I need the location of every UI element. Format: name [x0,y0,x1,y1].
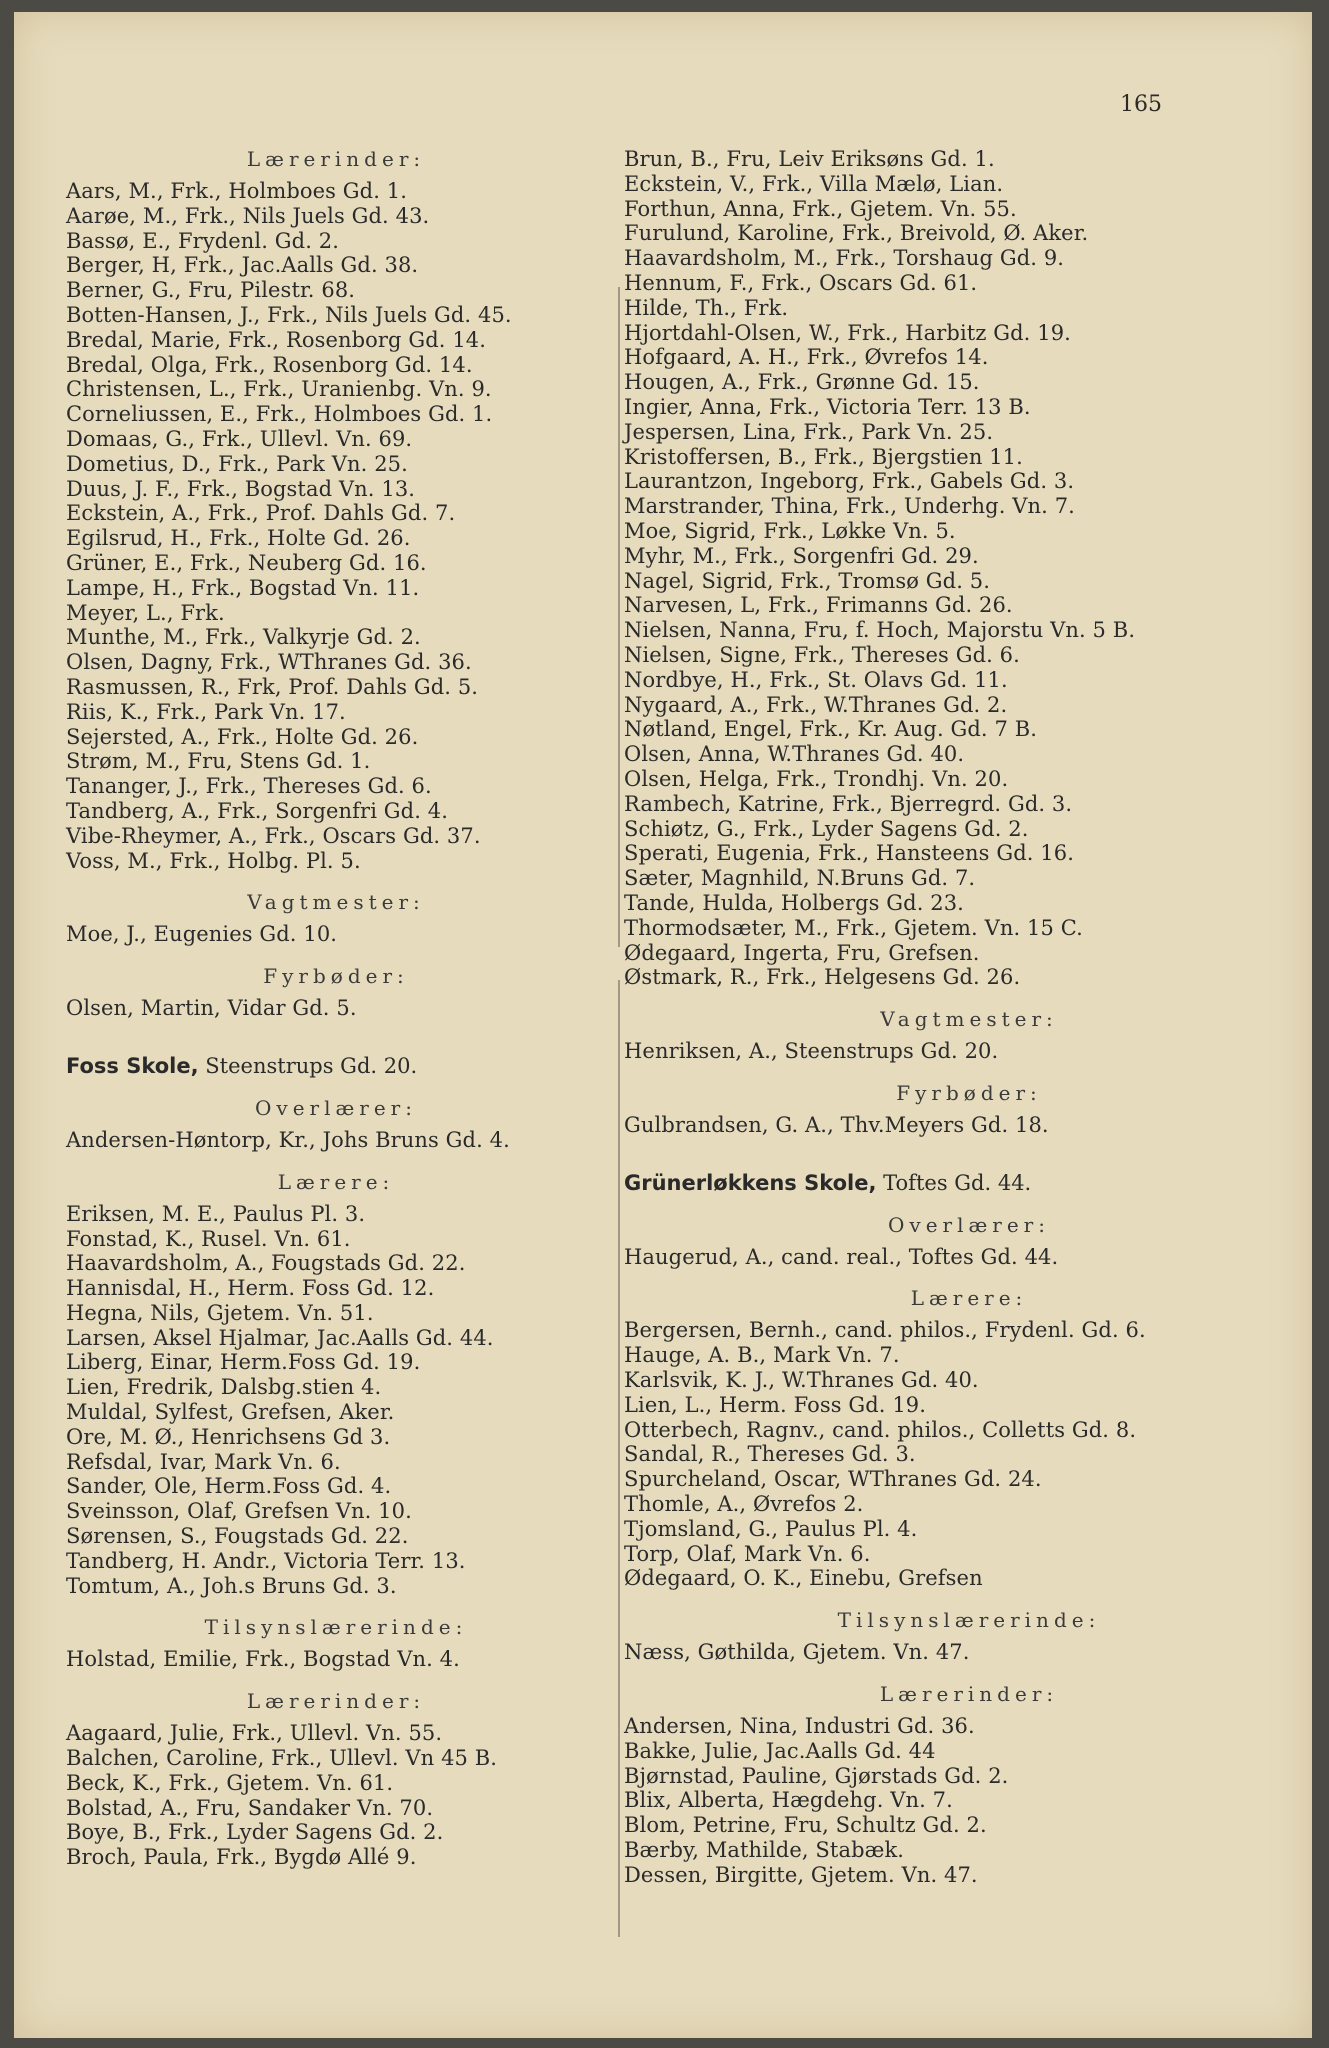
directory-entry: Laurantzon, Ingeborg, Frk., Gabels Gd. 3. [624,469,1075,494]
directory-entry: Liberg, Einar, Herm.Foss Gd. 19. [66,1350,421,1375]
section-heading-l-rerinder: Lærerinder: [246,1689,426,1714]
directory-entry: Boye, B., Frk., Lyder Sagens Gd. 2. [66,1820,444,1845]
directory-entry: Domaas, G., Frk., Ullevl. Vn. 69. [66,426,413,451]
section-heading-l-rerinder: Lærerinder: [879,1682,1059,1707]
directory-entry: Strøm, M., Fru, Stens Gd. 1. [66,749,371,774]
school-title [624,1170,1314,1196]
directory-entry: Meyer, L., Frk. [66,600,225,625]
directory-entry: Blom, Petrine, Fru, Schultz Gd. 2. [624,1813,987,1838]
directory-entry: Hilde, Th., Frk. [624,295,789,320]
section-heading-l-rerinder: Lærerinder: [246,147,426,171]
directory-entry: Bjørnstad, Pauline, Gjørstads Gd. 2. [624,1763,1009,1788]
document-page [14,12,1312,2038]
directory-entry: Lampe, H., Frk., Bogstad Vn. 11. [66,575,420,600]
directory-entry: Nygaard, A., Frk., W.Thranes Gd. 2. [624,692,1008,717]
directory-entry: Schiøtz, G., Frk., Lyder Sagens Gd. 2. [624,816,1029,841]
section-heading-overl-rer: Overlærer: [255,1095,417,1120]
directory-entry: Furulund, Karoline, Frk., Breivold, Ø. Aker. [624,221,1089,246]
directory-entry: Bærby, Mathilde, Stabæk. [624,1838,905,1863]
directory-entry: Haavardsholm, A., Fougstads Gd. 22. [66,1251,466,1276]
directory-entry: Ingier, Anna, Frk., Victoria Terr. 13 B. [624,394,1031,419]
directory-entry: Tjomsland, G., Paulus Pl. 4. [624,1516,918,1541]
directory-entry: Sandal, R., Thereses Gd. 3. [624,1442,916,1467]
school-address: Steenstrups Gd. 20. [205,1053,418,1078]
directory-entry: Kristoffersen, B., Frk., Bjergstien 11. [624,444,1023,469]
directory-entry: Riis, K., Frk., Park Vn. 17. [66,699,346,724]
directory-entry: Egilsrud, H., Frk., Holte Gd. 26. [66,526,411,551]
directory-entry: Balchen, Caroline, Frk., Ullevl. Vn 45 B. [66,1746,498,1771]
directory-entry: Hofgaard, A. H., Frk., Øvrefos 14. [624,345,989,370]
directory-entry: Moe, J., Eugenies Gd. 10. [66,922,338,947]
directory-entry: Aarøe, M., Frk., Nils Juels Gd. 43. [66,203,430,228]
directory-entry: Bakke, Julie, Jac.Aalls Gd. 44 [624,1738,936,1763]
directory-entry: Thormodsæter, M., Frk., Gjetem. Vn. 15 C. [624,915,1083,940]
directory-entry: Sveinsson, Olaf, Grefsen Vn. 10. [66,1499,412,1524]
section-heading-fyrb-der: Fyrbøder: [896,1080,1042,1105]
directory-entry: Nielsen, Signe, Frk., Thereses Gd. 6. [624,642,1020,667]
directory-entry: Refsdal, Ivar, Mark Vn. 6. [66,1449,341,1474]
directory-entry: Sander, Ole, Herm.Foss Gd. 4. [66,1474,392,1499]
directory-entry: Beck, K., Frk., Gjetem. Vn. 61. [66,1770,394,1795]
directory-entry: Torp, Olaf, Mark Vn. 6. [624,1541,871,1566]
directory-entry: Tandberg, A., Frk., Sorgenfri Gd. 4. [66,798,448,823]
directory-entry: Sperati, Eugenia, Frk., Hansteens Gd. 16. [624,841,1074,866]
directory-entry: Otterbech, Ragnv., cand. philos., Colletts Gd. 8. [624,1417,1137,1442]
directory-entry: Ore, M. Ø., Henrichsens Gd 3. [66,1424,391,1449]
school-title [66,1053,606,1079]
school-name: Grünerløkkens Skole, [624,1170,877,1195]
directory-entry: Dometius, D., Frk., Park Vn. 25. [66,451,408,476]
section-heading-tilsynsl-rerinde: Tilsynslærerinde: [837,1608,1101,1633]
directory-entry: Haugerud, A., cand. real., Toftes Gd. 44. [624,1244,1059,1269]
directory-entry: Munthe, M., Frk., Valkyrje Gd. 2. [66,625,421,650]
directory-entry: Muldal, Sylfest, Grefsen, Aker. [66,1400,395,1425]
directory-entry: Brun, B., Fru, Leiv Eriksøns Gd. 1. [624,147,995,171]
directory-entry: Jespersen, Lina, Frk., Park Vn. 25. [624,419,994,444]
directory-entry: Hjortdahl-Olsen, W., Frk., Harbitz Gd. 19. [624,320,1071,345]
page-number: 165 [1120,92,1162,117]
directory-entry: Nøtland, Engel, Frk., Kr. Aug. Gd. 7 B. [624,717,1038,742]
directory-entry: Duus, J. F., Frk., Bogstad Vn. 13. [66,476,416,501]
directory-entry: Moe, Sigrid, Frk., Løkke Vn. 5. [624,518,956,543]
section-heading-l-rere: Lærere: [277,1169,395,1194]
directory-entry: Sæter, Magnhild, N.Bruns Gd. 7. [624,866,976,891]
directory-entry: Corneliussen, E., Frk., Holmboes Gd. 1. [66,402,493,427]
directory-entry: Bergersen, Bernh., cand. philos., Frydenl. Gd. 6. [624,1318,1146,1343]
section-heading-vagtmester: Vagtmester: [880,1007,1058,1032]
directory-entry: Østmark, R., Frk., Helgesens Gd. 26. [624,965,1021,990]
directory-entry: Larsen, Aksel Hjalmar, Jac.Aalls Gd. 44. [66,1325,494,1350]
directory-entry: Olsen, Helga, Frk., Trondhj. Vn. 20. [624,766,1009,791]
directory-entry: Lien, L., Herm. Foss Gd. 19. [624,1392,927,1417]
directory-entry: Forthun, Anna, Frk., Gjetem. Vn. 55. [624,196,1017,221]
section-heading-fyrb-der: Fyrbøder: [263,964,409,989]
directory-entry: Hannisdal, H., Herm. Foss Gd. 12. [66,1276,435,1301]
directory-entry: Myhr, M., Frk., Sorgenfri Gd. 29. [624,543,979,568]
directory-entry: Karlsvik, K. J., W.Thranes Gd. 40. [624,1368,979,1393]
directory-entry: Eckstein, A., Frk., Prof. Dahls Gd. 7. [66,501,456,526]
directory-entry: Olsen, Martin, Vidar Gd. 5. [66,996,357,1021]
directory-entry: Eriksen, M. E., Paulus Pl. 3. [66,1201,366,1226]
directory-entry: Berger, H, Frk., Jac.Aalls Gd. 38. [66,253,419,278]
directory-entry: Sejersted, A., Frk., Holte Gd. 26. [66,724,419,749]
left-column [66,147,606,1870]
directory-entry: Thomle, A., Øvrefos 2. [624,1492,864,1517]
directory-entry: Botten-Hansen, J., Frk., Nils Juels Gd. 45. [66,302,512,327]
directory-entry: Nordbye, H., Frk., St. Olavs Gd. 11. [624,667,1008,692]
directory-entry: Hennum, F., Frk., Oscars Gd. 61. [624,270,978,295]
directory-entry: Ødegaard, Ingerta, Fru, Grefsen. [624,940,980,965]
directory-entry: Narvesen, L, Frk., Frimanns Gd. 26. [624,593,1013,618]
section-heading-vagtmester: Vagtmester: [247,890,425,915]
directory-entry: Haavardsholm, M., Frk., Torshaug Gd. 9. [624,246,1065,271]
directory-entry: Henriksen, A., Steenstrups Gd. 20. [624,1039,999,1064]
directory-entry: Grüner, E., Frk., Neuberg Gd. 16. [66,550,427,575]
directory-entry: Berner, G., Fru, Pilestr. 68. [66,278,356,303]
directory-entry: Lien, Fredrik, Dalsbg.stien 4. [66,1375,382,1400]
directory-entry: Hegna, Nils, Gjetem. Vn. 51. [66,1300,374,1325]
directory-entry: Olsen, Anna, W.Thranes Gd. 40. [624,742,965,767]
directory-entry: Voss, M., Frk., Holbg. Pl. 5. [66,848,361,873]
directory-entry: Ødegaard, O. K., Einebu, Grefsen [624,1566,983,1591]
directory-entry: Hauge, A. B., Mark Vn. 7. [624,1343,900,1368]
directory-entry: Næss, Gøthilda, Gjetem. Vn. 47. [624,1640,970,1665]
directory-entry: Marstrander, Thina, Frk., Underhg. Vn. 7. [624,494,1075,519]
directory-entry: Spurcheland, Oscar, WThranes Gd. 24. [624,1467,1042,1492]
directory-entry: Rasmussen, R., Frk, Prof. Dahls Gd. 5. [66,674,479,699]
directory-entry: Aars, M., Frk., Holmboes Gd. 1. [66,179,407,203]
directory-entry: Fonstad, K., Rusel. Vn. 61. [66,1226,351,1251]
directory-entry: Andersen, Nina, Industri Gd. 36. [624,1714,975,1739]
directory-entry: Andersen-Høntorp, Kr., Johs Bruns Gd. 4. [66,1127,510,1152]
directory-entry: Sørensen, S., Fougstads Gd. 22. [66,1524,409,1549]
directory-entry: Hougen, A., Frk., Grønne Gd. 15. [624,370,980,395]
directory-entry: Tandberg, H. Andr., Victoria Terr. 13. [66,1548,466,1573]
directory-entry: Olsen, Dagny, Frk., WThranes Gd. 36. [66,650,472,675]
directory-entry: Holstad, Emilie, Frk., Bogstad Vn. 4. [66,1647,460,1672]
directory-entry: Tande, Hulda, Holbergs Gd. 23. [624,890,964,915]
directory-entry: Bredal, Marie, Frk., Rosenborg Gd. 14. [66,327,487,352]
school-address: Toftes Gd. 44. [883,1170,1032,1195]
directory-entry: Blix, Alberta, Hægdehg. Vn. 7. [624,1788,953,1813]
directory-entry: Nielsen, Nanna, Fru, f. Hoch, Majorstu Vn. 5 B. [624,618,1136,643]
directory-entry: Bassø, E., Frydenl. Gd. 2. [66,228,339,253]
directory-entry: Christensen, L., Frk., Uranienbg. Vn. 9. [66,377,492,402]
directory-entry: Tananger, J., Frk., Thereses Gd. 6. [66,774,432,799]
directory-entry: Tomtum, A., Joh.s Bruns Gd. 3. [66,1573,397,1598]
section-heading-l-rere: Lærere: [910,1286,1028,1311]
section-heading-tilsynsl-rerinde: Tilsynslærerinde: [204,1615,468,1640]
section-heading-overl-rer: Overlærer: [888,1212,1050,1237]
right-column [624,147,1314,1888]
directory-entry: Vibe-Rheymer, A., Frk., Oscars Gd. 37. [66,823,481,848]
school-name: Foss Skole, [66,1053,199,1078]
directory-entry: Dessen, Birgitte, Gjetem. Vn. 47. [624,1862,978,1887]
directory-entry: Aagaard, Julie, Frk., Ullevl. Vn. 55. [66,1721,443,1746]
directory-entry: Rambech, Katrine, Frk., Bjerregrd. Gd. 3. [624,791,1073,816]
directory-entry: Bredal, Olga, Frk., Rosenborg Gd. 14. [66,352,473,377]
directory-entry: Nagel, Sigrid, Frk., Tromsø Gd. 5. [624,568,990,593]
directory-entry: Gulbrandsen, G. A., Thv.Meyers Gd. 18. [624,1112,1049,1137]
directory-entry: Broch, Paula, Frk., Bygdø Allé 9. [66,1845,417,1870]
directory-entry: Eckstein, V., Frk., Villa Mælø, Lian. [624,171,1004,196]
column-divider [618,287,620,1937]
directory-entry: Bolstad, A., Fru, Sandaker Vn. 70. [66,1795,434,1820]
